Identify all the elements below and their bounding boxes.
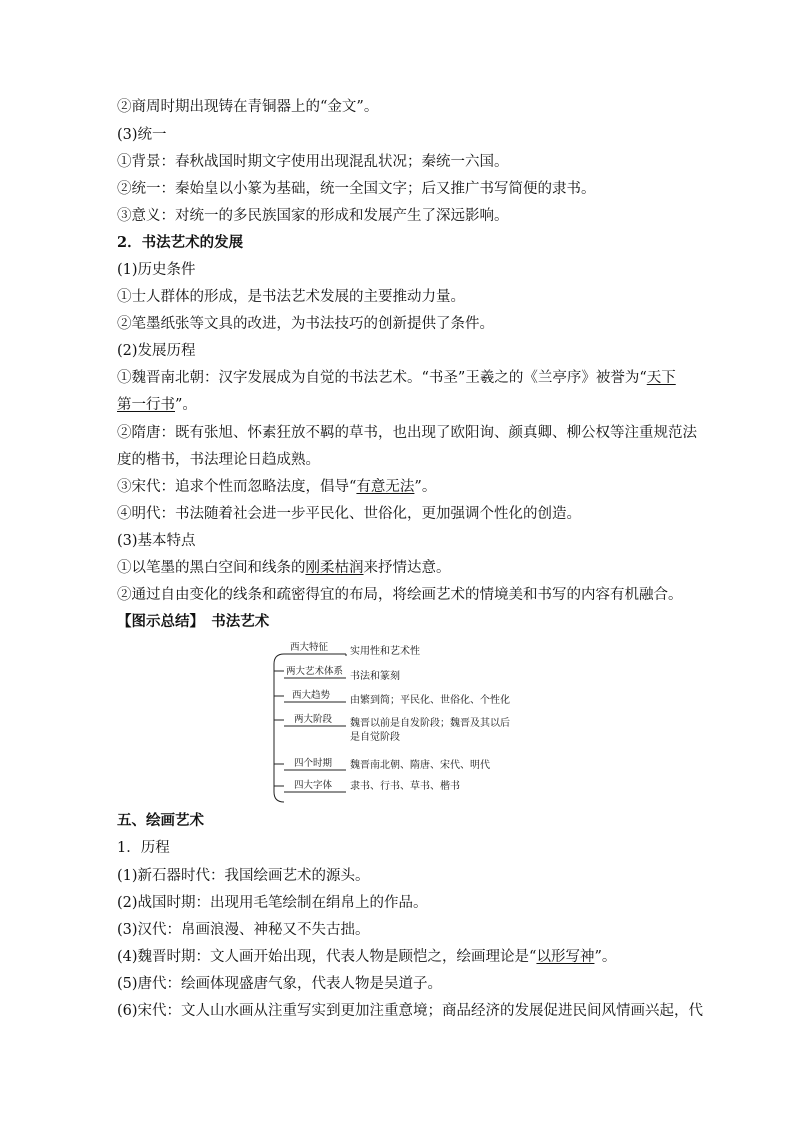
text-line: ②统一：秦始皇以小篆为基础，统一全国文字；后又推广书写简便的隶书。	[117, 181, 596, 197]
diagram-item: 书法和篆刻	[350, 671, 400, 682]
section-heading: 2．书法艺术的发展	[117, 234, 244, 251]
text-span: (4)魏晋时期：文人画开始出现，代表人物是顾恺之，绘画理论是“	[117, 949, 537, 965]
text-line: 1．历程	[117, 840, 170, 856]
diagram-item: 实用性和艺术性	[350, 646, 420, 657]
text-line	[117, 395, 197, 415]
text-line	[117, 558, 451, 578]
text-span: 来抒情达意。	[363, 560, 451, 576]
text-line: ③意义：对统一的多民族国家的形成和发展产生了深远影响。	[117, 208, 509, 224]
summary-diagram	[262, 640, 562, 805]
underlined-term: 以形写神	[536, 949, 595, 965]
text-line: (2)战国时期：出现用毛笔绘制在绢帛上的作品。	[117, 895, 428, 911]
underlined-term: 第一行书	[117, 397, 175, 413]
text-line: (2)发展历程	[117, 343, 196, 359]
diagram-label: 西大趋势	[292, 690, 331, 701]
diagram-item: 隶书、行书、草书、楷书	[350, 781, 460, 792]
diagram-label: 两大阶段	[294, 714, 333, 725]
text-span: ①以笔墨的黑白空间和线条的	[117, 560, 306, 576]
diagram-item: 魏晋南北朝、隋唐、宋代、明代	[350, 760, 490, 771]
text-span: ”。	[175, 397, 197, 413]
text-span: ”。	[414, 479, 437, 495]
text-line: ②隋唐：既有张旭、怀素狂放不羁的草书，也出现了欧阳询、颜真卿、柳公权等注重规范法	[117, 425, 697, 441]
text-line: ②商周时期出现铸在青铜器上的“金文”。	[117, 99, 379, 115]
text-line: ①背景：春秋战国时期文字使用出现混乱状况；秦统一六国。	[117, 154, 509, 170]
text-line: (3)汉代：帛画浪漫、神秘又不失古拙。	[117, 922, 370, 938]
diagram-item: 由繁到简；平民化、世俗化、个性化	[350, 695, 510, 706]
text-line: ④明代：书法随着社会进一步平民化、世俗化，更加强调个性化的创造。	[117, 506, 581, 522]
underlined-term: 有意无法	[356, 479, 415, 495]
text-line: (1)新石器时代：我国绘画艺术的源头。	[117, 868, 370, 884]
text-line: ①士人群体的形成，是书法艺术发展的主要推动力量。	[117, 289, 465, 305]
text-line: (3)统一	[117, 127, 167, 143]
section-heading: 五、绘画艺术	[117, 812, 204, 829]
text-line: 度的楷书，书法理论日趋成熟。	[117, 452, 320, 468]
text-span: ”。	[594, 949, 617, 965]
diagram-label: 四大字体	[294, 780, 333, 791]
underlined-term: 刚柔枯润	[305, 560, 364, 576]
text-span: ③宋代：追求个性而忽略法度，倡导“	[117, 479, 357, 495]
diagram-item: 是自觉阶段	[350, 732, 400, 743]
diagram-label: 四个时期	[294, 758, 333, 769]
summary-heading: 【图示总结】 书法艺术	[117, 613, 270, 630]
diagram-item: 魏晋以前是自发阶段；魏晋及其以后	[350, 718, 510, 729]
text-line: (6)宋代：文人山水画从注重写实到更加注重意境；商品经济的发展促进民间风情画兴起，代	[117, 1003, 704, 1019]
text-span: ①魏晋南北朝：汉字发展成为自觉的书法艺术。“书圣”王羲之的《兰亭序》被誉为“	[117, 370, 647, 386]
text-line: (3)基本特点	[117, 533, 196, 549]
text-line: (1)历史条件	[117, 262, 196, 278]
text-line: (5)唐代：绘画体现盛唐气象，代表人物是吴道子。	[117, 976, 443, 992]
text-line	[117, 477, 436, 497]
diagram-label: 两大艺术体系	[286, 666, 344, 677]
underlined-term: 天下	[646, 370, 676, 386]
text-line	[117, 947, 616, 967]
diagram-label: 西大特征	[290, 642, 329, 653]
text-line: ②通过自由变化的线条和疏密得宜的布局，将绘画艺术的情境美和书写的内容有机融合。	[117, 587, 683, 603]
text-line	[117, 368, 676, 388]
text-line: ②笔墨纸张等文具的改进，为书法技巧的创新提供了条件。	[117, 316, 494, 332]
